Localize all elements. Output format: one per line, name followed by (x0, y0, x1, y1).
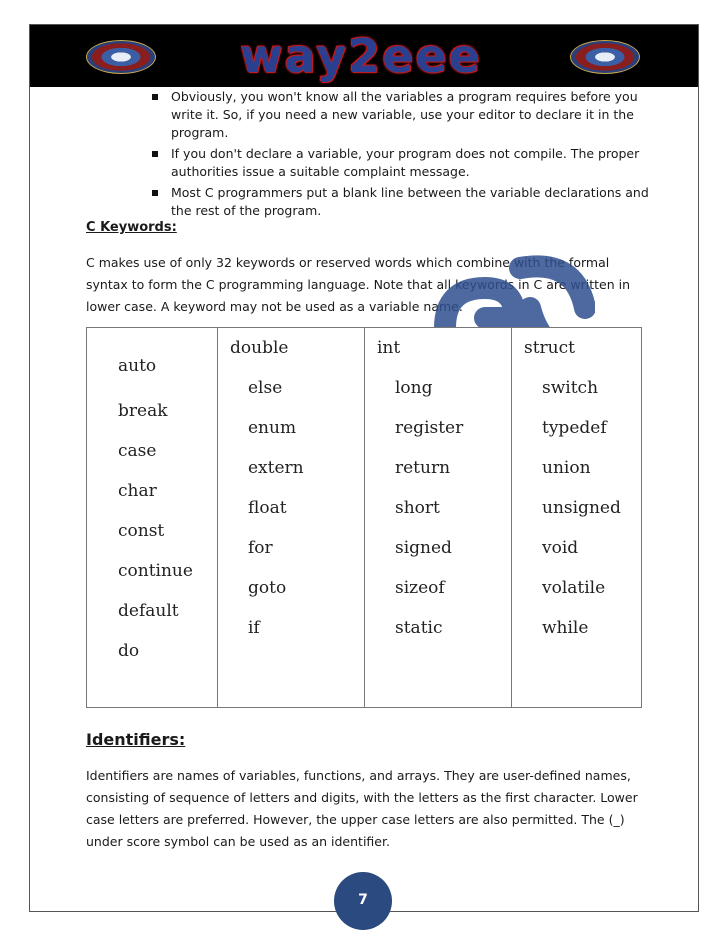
keyword-cell: volatile (542, 578, 606, 598)
keyword-cell: register (395, 418, 464, 438)
keyword-cell: case (118, 441, 157, 461)
bullet-text: If you don't declare a variable, your program does not compile. The proper authorities issue a suitable complaint message. (171, 146, 640, 179)
keyword-cell: float (248, 498, 287, 518)
keyword-cell: void (542, 538, 579, 558)
keyword-cell: for (248, 538, 273, 558)
keyword-cell: enum (248, 418, 297, 438)
keyword-cell: struct (524, 338, 575, 358)
keyword-cell: auto (118, 356, 157, 376)
keyword-cell: int (377, 338, 401, 358)
keyword-cell: short (395, 498, 440, 518)
column-divider (217, 328, 218, 707)
keyword-cell: long (395, 378, 433, 398)
keyword-cell: char (118, 481, 157, 501)
keyword-cell: while (542, 618, 589, 638)
keywords-paragraph: C makes use of only 32 keywords or reserved words which combine with the formal syntax to form the C programming language. Note that all keywords in C are written in lower case. A keyword may not be used as a variable name. (86, 255, 631, 314)
keyword-cell: typedef (542, 418, 607, 438)
column-divider (364, 328, 365, 707)
keyword-cell: sizeof (395, 578, 445, 598)
keyword-cell: union (542, 458, 591, 478)
keyword-cell: switch (542, 378, 599, 398)
keyword-cell: goto (248, 578, 287, 598)
site-logo: way2eee (240, 29, 482, 83)
keyword-cell: extern (248, 458, 304, 478)
keyword-cell: return (395, 458, 451, 478)
keywords-table (86, 327, 642, 708)
keyword-cell: continue (118, 561, 193, 581)
section-heading-keywords: C Keywords: (86, 220, 177, 235)
keyword-cell: break (118, 401, 168, 421)
page-number-badge: 7 (334, 872, 392, 930)
bullet-item (150, 88, 660, 142)
square-bullet-icon (152, 94, 158, 100)
identifiers-paragraph: Identifiers are names of variables, functions, and arrays. They are user-defined names, consisting of sequence of letters and digits, with the letters as the first character. Lower case letters are preferred. However, the upper case letters are also permitted. The (_) under score symbol can be used as an identifier. (86, 768, 638, 849)
keyword-cell: default (118, 601, 179, 621)
bullet-item (150, 184, 660, 220)
keyword-cell: unsigned (542, 498, 621, 518)
square-bullet-icon (152, 190, 158, 196)
seal-emblem-right (570, 40, 640, 74)
bullet-item (150, 145, 660, 181)
keyword-cell: else (248, 378, 283, 398)
bullet-list (150, 88, 660, 223)
keyword-cell: double (230, 338, 289, 358)
keyword-cell: do (118, 641, 140, 661)
bullet-text: Most C programmers put a blank line between the variable declarations and the rest of the program. (171, 185, 649, 218)
keyword-cell: const (118, 521, 165, 541)
section-heading-identifiers: Identifiers: (86, 730, 186, 749)
seal-emblem-left (86, 40, 156, 74)
column-divider (511, 328, 512, 707)
keyword-cell: signed (395, 538, 452, 558)
square-bullet-icon (152, 151, 158, 157)
bullet-text: Obviously, you won't know all the variables a program requires before you write it. So, if you need a new variable, use your editor to declare it in the program. (171, 89, 638, 140)
keyword-cell: if (248, 618, 260, 638)
keyword-cell: static (395, 618, 443, 638)
